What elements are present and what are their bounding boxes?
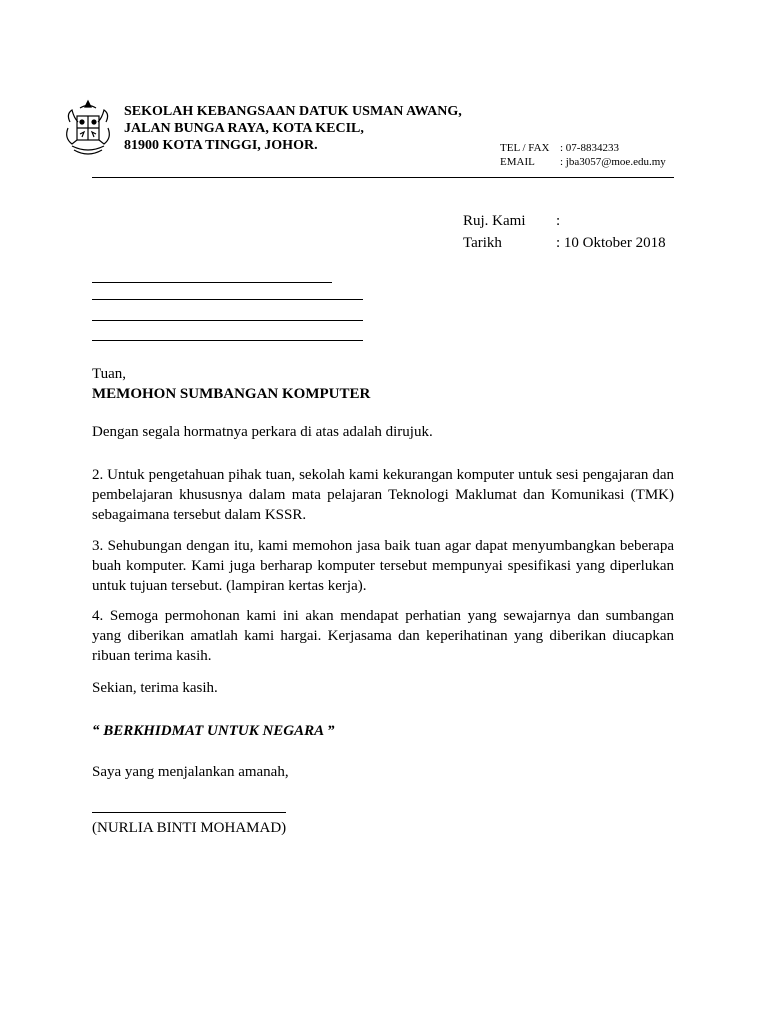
recipient-line bbox=[92, 340, 363, 341]
salutation: Tuan, bbox=[92, 366, 127, 382]
school-name: SEKOLAH KEBANGSAAN DATUK USMAN AWANG, bbox=[124, 104, 462, 119]
contact-block bbox=[500, 141, 666, 169]
signature-line bbox=[92, 812, 286, 813]
school-postcode-city: 81900 KOTA TINGGI, JOHOR. bbox=[124, 138, 318, 153]
tel-value: : 07-8834233 bbox=[560, 142, 619, 154]
school-street: JALAN BUNGA RAYA, KOTA KECIL, bbox=[124, 121, 364, 136]
recipient-line bbox=[92, 299, 363, 300]
paragraph-3: 3. Sehubungan dengan itu, kami memohon jasa baik tuan agar dapat menyumbangkan beberapa buah komputer. Kami juga berharap komputer tersebut mempunyai spesifikasi yang diperlukan untuk tujuan tersebut. (lampiran kertas kerja). bbox=[92, 538, 674, 594]
tel-label: TEL / FAX bbox=[500, 142, 550, 154]
ruj-value: : bbox=[556, 213, 561, 229]
sign-off: Saya yang menjalankan amanah, bbox=[92, 764, 289, 780]
reference-block bbox=[463, 210, 666, 254]
motto: “ BERKHIDMAT UNTUK NEGARA ” bbox=[92, 723, 335, 739]
recipient-line bbox=[92, 282, 332, 283]
opening-line: Dengan segala hormatnya perkara di atas adalah dirujuk. bbox=[92, 424, 433, 440]
email-value: : jba3057@moe.edu.my bbox=[560, 156, 666, 168]
recipient-line bbox=[92, 320, 363, 321]
ruj-label: Ruj. Kami bbox=[463, 213, 526, 229]
school-crest-icon bbox=[62, 98, 114, 160]
email-label: EMAIL bbox=[500, 156, 535, 168]
signatory-name: (NURLIA BINTI MOHAMAD) bbox=[92, 820, 287, 836]
paragraph-2: 2. Untuk pengetahuan pihak tuan, sekolah kami kekurangan komputer untuk sesi pengajaran dan pembelajaran khususnya dalam mata pelajaran Teknologi Maklumat dan Komunikasi (TMK) sebagaimana tersebut dalam KSSR. bbox=[92, 467, 674, 523]
paragraph-4: 4. Semoga permohonan kami ini akan mendapat perhatian yang sewajarnya dan sumbangan yang diberikan amatlah kami hargai. Kerjasama dan keperihatinan yang diberikan diucapkan ribuan terima kasih. bbox=[92, 608, 674, 664]
school-address bbox=[124, 103, 462, 154]
tarikh-label: Tarikh bbox=[463, 235, 502, 251]
closing: Sekian, terima kasih. bbox=[92, 680, 218, 696]
header-divider bbox=[92, 177, 674, 178]
subject: MEMOHON SUMBANGAN KOMPUTER bbox=[92, 386, 371, 402]
tarikh-value: : 10 Oktober 2018 bbox=[556, 235, 666, 251]
